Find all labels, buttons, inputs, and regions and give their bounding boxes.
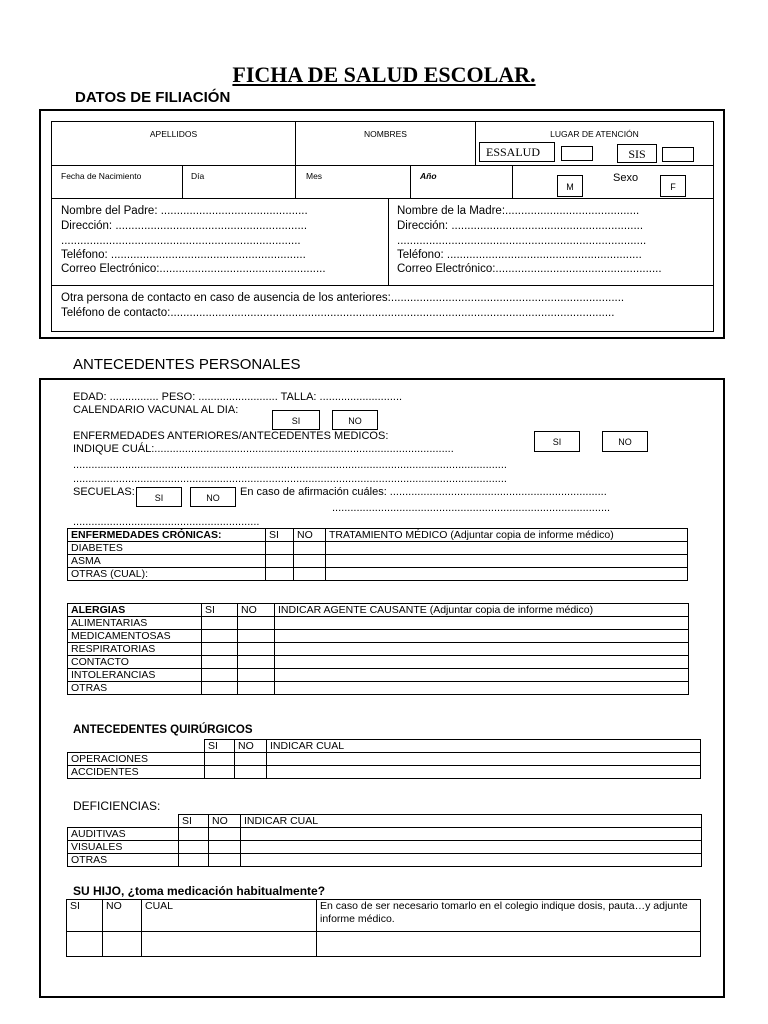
- table-header-cell: SI: [205, 740, 235, 753]
- dia-cell[interactable]: [182, 165, 296, 199]
- sis-checkbox[interactable]: [662, 147, 694, 162]
- direccion-madre-line: Dirección: ............................................................: [397, 220, 644, 232]
- medicacion-heading: SU HIJO, ¿toma medicación habitualmente?: [73, 884, 326, 898]
- table-header-cell: NO: [238, 604, 275, 617]
- table-row: [68, 766, 701, 779]
- si-cell[interactable]: [202, 656, 238, 669]
- tratamiento-cell[interactable]: [326, 568, 688, 581]
- calendario-label: CALENDARIO VACUNAL AL DIA:: [73, 404, 239, 416]
- table-header-cell: SI: [67, 900, 103, 932]
- si-cell[interactable]: [205, 766, 235, 779]
- no-cell[interactable]: [238, 669, 275, 682]
- otra-persona-line: Otra persona de contacto en caso de ausencia de los anteriores:.........................................................................: [61, 292, 625, 304]
- alergias-table: [67, 603, 689, 695]
- table-header-cell: ALERGIAS: [68, 604, 202, 617]
- padre-line: Nombre del Padre: ..............................................: [61, 205, 308, 217]
- telefono-contacto-line: Teléfono de contacto:...........................................................................................................................................: [61, 307, 615, 319]
- table-header-cell: CUAL: [142, 900, 317, 932]
- table-row: [68, 643, 689, 656]
- apellidos-label: APELLIDOS: [149, 129, 198, 139]
- filiacion-heading: DATOS DE FILIACIÓN: [75, 89, 231, 106]
- tratamiento-cell[interactable]: [326, 555, 688, 568]
- secuelas-no-box[interactable]: NO: [190, 487, 236, 507]
- mes-label: Mes: [306, 171, 323, 181]
- antecedentes-heading: ANTECEDENTES PERSONALES: [73, 356, 301, 373]
- si-cell[interactable]: [202, 617, 238, 630]
- nombres-cell[interactable]: [295, 121, 476, 166]
- table-row: [68, 815, 702, 828]
- medicacion-table: [66, 899, 701, 957]
- table-header-cell: SI: [179, 815, 209, 828]
- si-cell[interactable]: [205, 753, 235, 766]
- direccion-madre-dots: ..............................................................................: [397, 235, 647, 247]
- correo-madre-line: Correo Electrónico:....................................................: [397, 263, 662, 275]
- table-row: [68, 841, 702, 854]
- anio-cell[interactable]: [410, 165, 513, 199]
- dia-label: Día: [191, 171, 205, 181]
- indique-cual-line: INDIQUE CUÁL:..................................................................................................: [73, 443, 454, 455]
- fecha-nac-label: Fecha de Nacimiento: [61, 171, 142, 181]
- table-row: [68, 555, 688, 568]
- indicar-cell[interactable]: [267, 753, 701, 766]
- fecha-nac-cell: [51, 165, 183, 199]
- essalud-box: ESSALUD: [479, 142, 555, 162]
- table-row-label: OTRAS: [68, 854, 179, 867]
- table-row: [68, 828, 702, 841]
- si-cell[interactable]: [202, 630, 238, 643]
- enfermedades-dots-1: ..............................................................................................................................................: [73, 459, 507, 471]
- table-header-cell: SI: [266, 529, 294, 542]
- no-cell[interactable]: [294, 568, 326, 581]
- secuelas-si-box[interactable]: SI: [136, 487, 182, 507]
- table-header-cell: ENFERMEDADES CRÓNICAS:: [68, 529, 266, 542]
- no-cell[interactable]: [238, 617, 275, 630]
- quirurgicos-table: [67, 739, 701, 779]
- edad-peso-talla-line: EDAD: ................ PESO: .......................... TALLA: ...........................: [73, 391, 403, 403]
- no-cell[interactable]: [238, 682, 275, 695]
- agente-cell[interactable]: [275, 656, 689, 669]
- no-cell[interactable]: [103, 932, 142, 957]
- no-cell[interactable]: [209, 841, 241, 854]
- table-header-cell: En caso de ser necesario tomarlo en el colegio indique dosis, pauta…y adjunte informe médico.: [317, 900, 701, 932]
- sexo-label: Sexo: [613, 172, 639, 184]
- calendario-no-box[interactable]: NO: [332, 410, 378, 430]
- quirurgicos-heading: ANTECEDENTES QUIRÚRGICOS: [73, 724, 253, 736]
- table-row: [68, 617, 689, 630]
- agente-cell[interactable]: [275, 682, 689, 695]
- cual-cell[interactable]: [142, 932, 317, 957]
- afirmacion-line: En caso de afirmación cuáles: .......................................................................: [240, 486, 607, 498]
- anio-label: Año: [420, 171, 437, 181]
- no-cell[interactable]: [209, 854, 241, 867]
- table-row: [68, 630, 689, 643]
- indicar-cell[interactable]: [241, 841, 702, 854]
- table-row-label: OTRAS (CUAL):: [68, 568, 266, 581]
- no-cell[interactable]: [294, 542, 326, 555]
- si-cell[interactable]: [67, 932, 103, 957]
- si-cell[interactable]: [179, 854, 209, 867]
- no-cell[interactable]: [235, 766, 267, 779]
- si-cell[interactable]: [266, 555, 294, 568]
- no-cell[interactable]: [238, 630, 275, 643]
- mes-cell[interactable]: [295, 165, 411, 199]
- secuelas-label: SECUELAS:: [73, 486, 135, 498]
- nombres-label: NOMBRES: [364, 129, 407, 139]
- indicar-cell[interactable]: [241, 828, 702, 841]
- cronicas-table: [67, 528, 688, 581]
- table-row: [68, 529, 688, 542]
- table-row-label: OPERACIONES: [68, 753, 205, 766]
- table-row-label: OTRAS: [68, 682, 202, 695]
- table-header-cell: NO: [294, 529, 326, 542]
- si-cell[interactable]: [202, 682, 238, 695]
- direccion-padre-dots: ...........................................................................: [61, 235, 301, 247]
- table-header-cell: NO: [235, 740, 267, 753]
- page-title: FICHA DE SALUD ESCOLAR.: [232, 62, 536, 87]
- si-cell[interactable]: [202, 643, 238, 656]
- table-header-cell: [68, 815, 179, 828]
- no-cell[interactable]: [209, 828, 241, 841]
- table-row-label: VISUALES: [68, 841, 179, 854]
- indicar-cell[interactable]: [241, 854, 702, 867]
- table-row-label: ALIMENTARIAS: [68, 617, 202, 630]
- no-cell[interactable]: [235, 753, 267, 766]
- deficiencias-heading: DEFICIENCIAS:: [73, 799, 161, 813]
- table-row-label: ACCIDENTES: [68, 766, 205, 779]
- enfermedades-no-box[interactable]: NO: [602, 431, 648, 452]
- si-cell[interactable]: [266, 568, 294, 581]
- calendario-si-box[interactable]: SI: [272, 410, 320, 430]
- agente-cell[interactable]: [275, 643, 689, 656]
- table-row-label: INTOLERANCIAS: [68, 669, 202, 682]
- table-header-cell: TRATAMIENTO MÉDICO (Adjuntar copia de informe médico): [326, 529, 688, 542]
- table-row-label: CONTACTO: [68, 656, 202, 669]
- telefono-madre-line: Teléfono: .............................................................: [397, 249, 642, 261]
- table-row-label: ASMA: [68, 555, 266, 568]
- table-header-cell: SI: [202, 604, 238, 617]
- table-header-cell: [68, 740, 205, 753]
- correo-padre-line: Correo Electrónico:....................................................: [61, 263, 326, 275]
- table-row-label: RESPIRATORIAS: [68, 643, 202, 656]
- lugar-label: LUGAR DE ATENCIÓN: [550, 129, 639, 139]
- table-row: [68, 753, 701, 766]
- no-cell[interactable]: [294, 555, 326, 568]
- table-header-cell: NO: [103, 900, 142, 932]
- si-cell[interactable]: [202, 669, 238, 682]
- apellidos-cell[interactable]: [51, 121, 296, 166]
- table-header-cell: INDICAR CUAL: [267, 740, 701, 753]
- enfermedades-si-box[interactable]: SI: [534, 431, 580, 452]
- sexo-m-checkbox[interactable]: M: [557, 175, 583, 197]
- dosis-cell[interactable]: [317, 932, 701, 957]
- agente-cell[interactable]: [275, 669, 689, 682]
- table-row-label: MEDICAMENTOSAS: [68, 630, 202, 643]
- table-row: [68, 669, 689, 682]
- tratamiento-cell[interactable]: [326, 542, 688, 555]
- enfermedades-anteriores-label: ENFERMEDADES ANTERIORES/ANTECEDENTES MEDICOS:: [73, 430, 389, 442]
- si-cell[interactable]: [179, 841, 209, 854]
- table-row: [67, 900, 701, 932]
- enfermedades-dots-2: ..............................................................................................................................................: [73, 473, 507, 485]
- madre-line: Nombre de la Madre:..........................................: [397, 205, 640, 217]
- table-header-cell: NO: [209, 815, 241, 828]
- table-row: [67, 932, 701, 957]
- table-row: [68, 568, 688, 581]
- table-row: [68, 542, 688, 555]
- table-row: [68, 740, 701, 753]
- table-row: [68, 604, 689, 617]
- table-row-label: AUDITIVAS: [68, 828, 179, 841]
- table-header-cell: INDICAR CUAL: [241, 815, 702, 828]
- table-row: [68, 682, 689, 695]
- sexo-f-checkbox[interactable]: F: [660, 175, 686, 197]
- no-cell[interactable]: [238, 656, 275, 669]
- sis-box: SIS: [617, 144, 657, 163]
- table-row: [68, 656, 689, 669]
- essalud-checkbox[interactable]: [561, 146, 593, 161]
- no-cell[interactable]: [238, 643, 275, 656]
- agente-cell[interactable]: [275, 630, 689, 643]
- indicar-cell[interactable]: [267, 766, 701, 779]
- table-header-cell: INDICAR AGENTE CAUSANTE (Adjuntar copia de informe médico): [275, 604, 689, 617]
- direccion-padre-line: Dirección: ............................................................: [61, 220, 308, 232]
- si-cell[interactable]: [266, 542, 294, 555]
- secuelas-dots-1: ...........................................................................................: [332, 502, 611, 514]
- agente-cell[interactable]: [275, 617, 689, 630]
- si-cell[interactable]: [179, 828, 209, 841]
- secuelas-dots-2: .............................................................: [73, 516, 260, 528]
- table-row-label: DIABETES: [68, 542, 266, 555]
- deficiencias-table: [67, 814, 702, 867]
- telefono-padre-line: Teléfono: .............................................................: [61, 249, 306, 261]
- table-row: [68, 854, 702, 867]
